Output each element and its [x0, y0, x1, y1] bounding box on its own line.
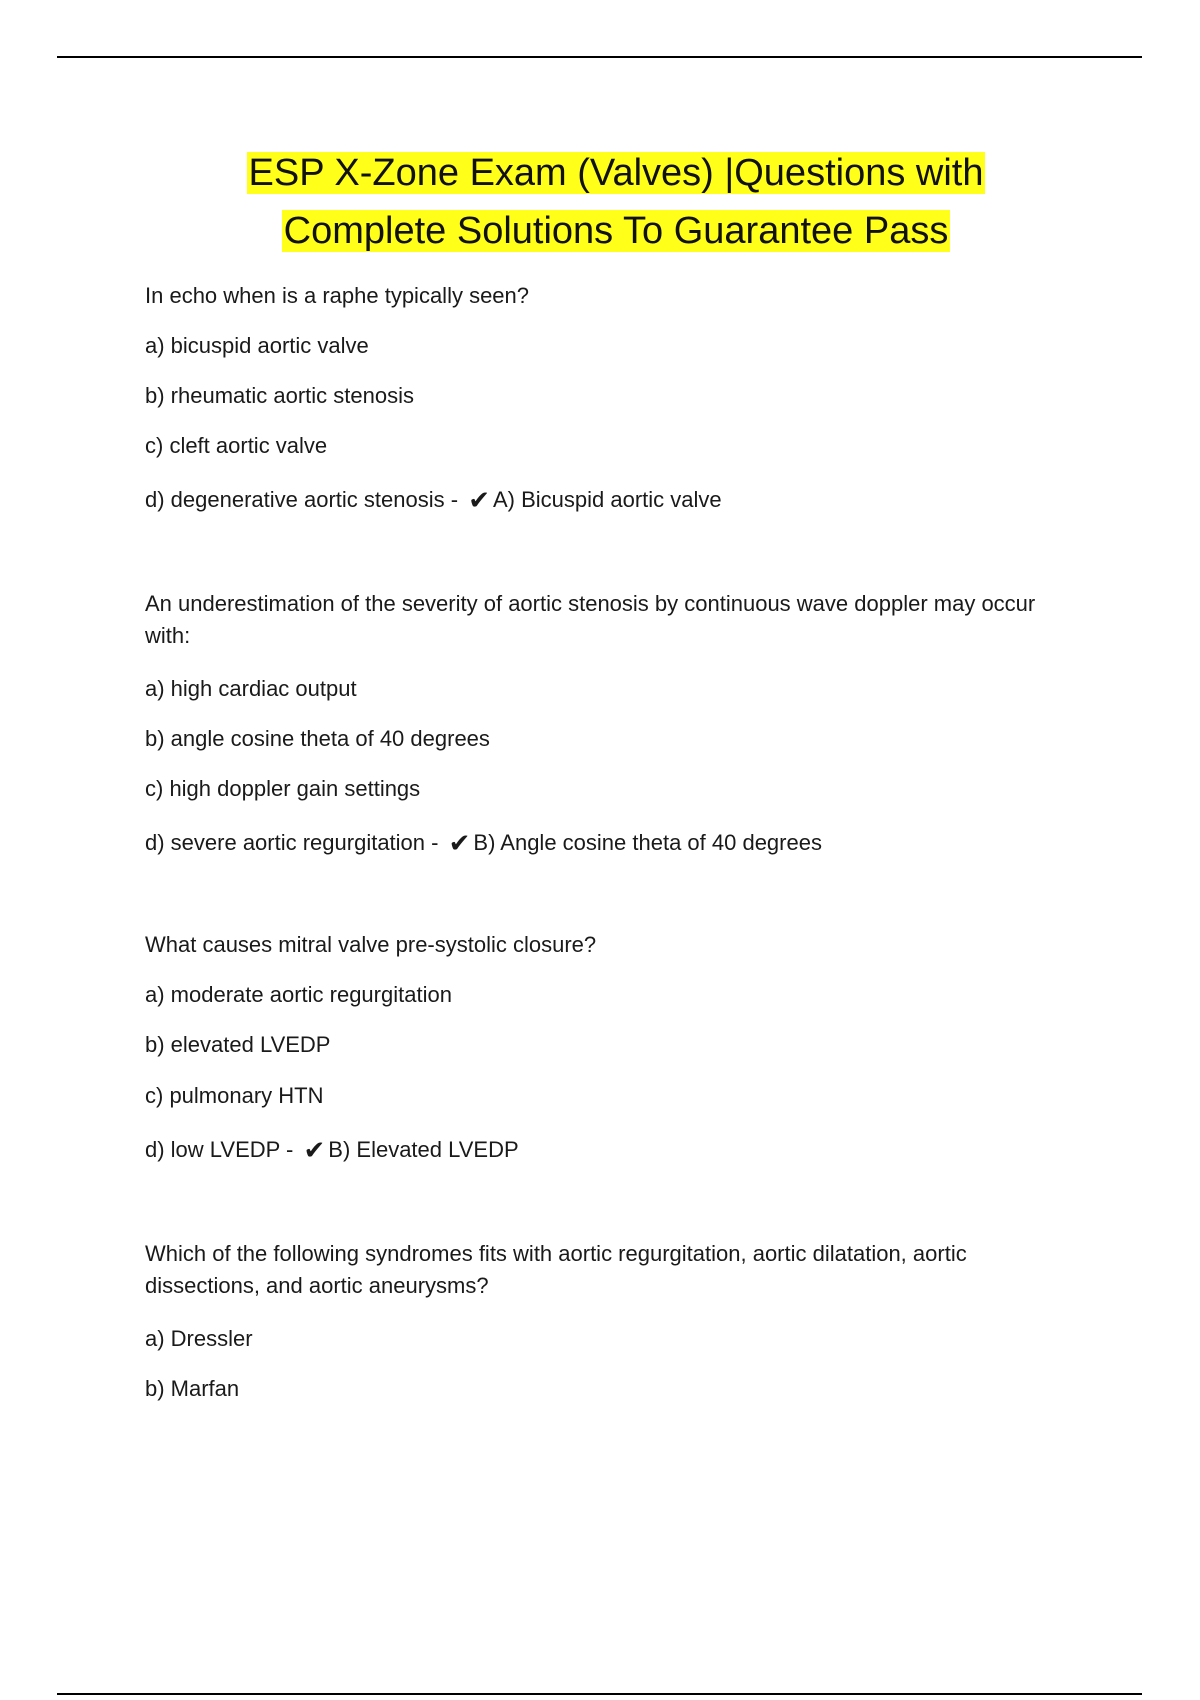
q3-answer: B) Elevated LVEDP [328, 1137, 519, 1162]
q3-option-c: c) pulmonary HTN [145, 1083, 324, 1108]
check-icon: ✔ [448, 828, 471, 858]
q1-option-a: a) bicuspid aortic valve [145, 333, 369, 358]
question-3: What causes mitral valve pre-systolic closure? [145, 932, 597, 957]
header-rule [57, 56, 1142, 58]
q2-option-a: a) high cardiac output [145, 676, 357, 701]
check-icon: ✔ [303, 1135, 326, 1165]
check-icon: ✔ [468, 485, 490, 515]
question-4: Which of the following syndromes fits with aortic regurgitation, aortic dilatation, aortic dissections, and aortic aneurysms? [145, 1241, 967, 1298]
q3-option-d: d) low LVEDP - [145, 1137, 294, 1162]
q3-option-b: b) elevated LVEDP [145, 1032, 331, 1057]
q3-option-d-with-answer [145, 1134, 519, 1166]
document-title [0, 144, 1200, 260]
q1-option-b: b) rheumatic aortic stenosis [145, 383, 414, 408]
title-line-2: Complete Solutions To Guarantee Pass [283, 210, 949, 252]
q2-option-b: b) angle cosine theta of 40 degrees [145, 726, 490, 751]
q2-answer: B) Angle cosine theta of 40 degrees [473, 830, 822, 855]
q2-option-d-with-answer [145, 827, 822, 859]
question-1: In echo when is a raphe typically seen? [145, 283, 530, 308]
q3-option-a: a) moderate aortic regurgitation [145, 982, 452, 1007]
q4-option-b: b) Marfan [145, 1376, 240, 1401]
q1-option-d: d) degenerative aortic stenosis - [145, 487, 459, 512]
q4-option-a: a) Dressler [145, 1326, 253, 1351]
q1-answer: A) Bicuspid aortic valve [492, 487, 722, 512]
q1-option-c: c) cleft aortic valve [145, 433, 328, 458]
question-2: An underestimation of the severity of aortic stenosis by continuous wave doppler may occur with: [145, 591, 1036, 648]
footer-rule [57, 1693, 1142, 1695]
title-line-1: ESP X-Zone Exam (Valves) |Questions with [248, 152, 984, 194]
q2-option-c: c) high doppler gain settings [145, 776, 421, 801]
q1-option-d-with-answer [145, 484, 722, 516]
q2-option-d: d) severe aortic regurgitation - [145, 830, 439, 855]
